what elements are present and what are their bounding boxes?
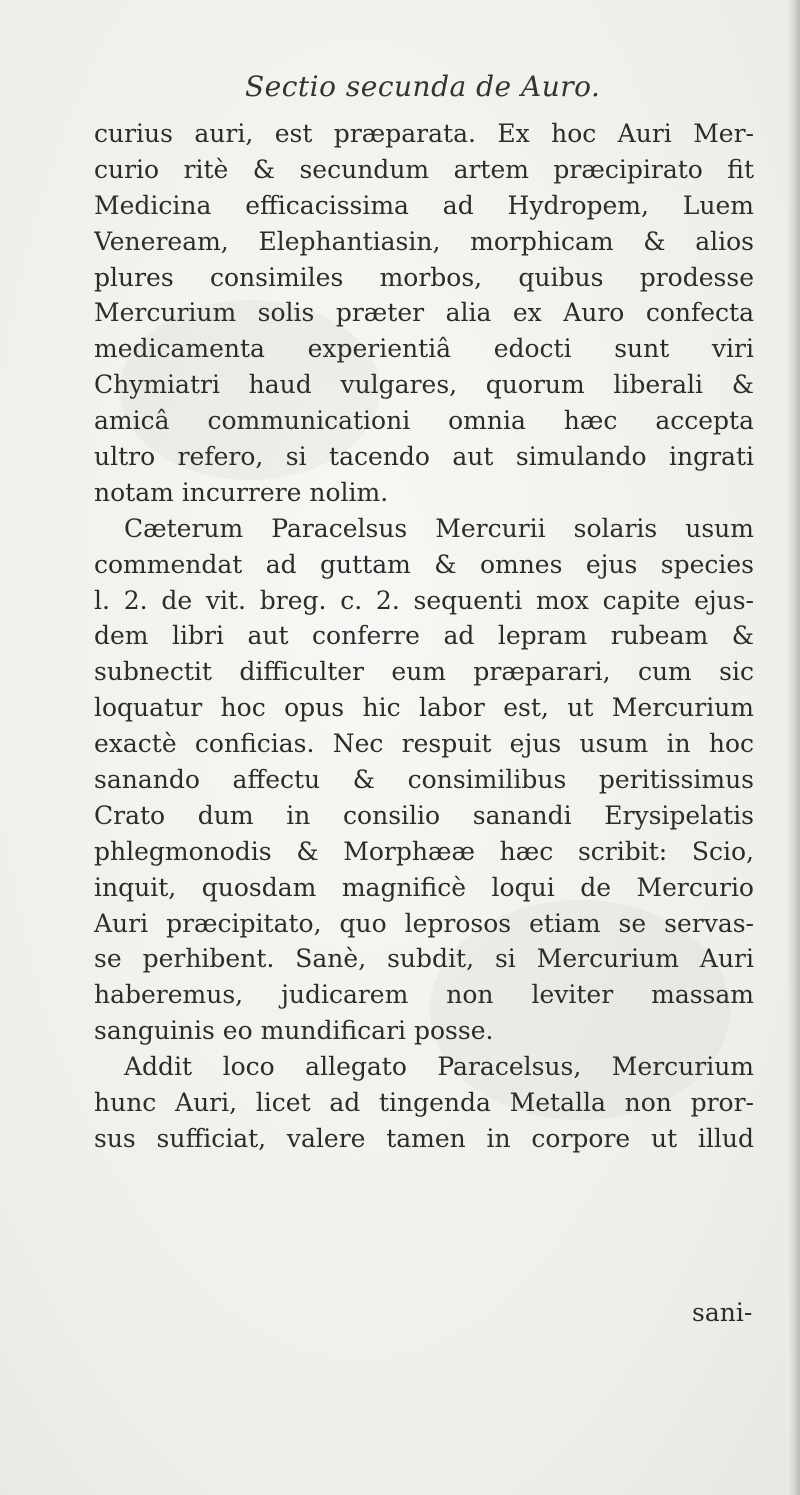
text-line: Chymiatri haud vulgares, quorum liberali &: [94, 370, 754, 400]
text-line: medicamenta experientiâ edocti sunt viri: [94, 334, 754, 364]
text-line: sanando affectu & consimilibus peritissimus: [94, 765, 754, 795]
text-line: curio ritè & secundum artem præcipirato fit: [94, 154, 754, 184]
text-line: dem libri aut conferre ad lepram rubeam &: [94, 621, 754, 651]
text-line: Addit loco allegato Paracelsus, Mercurium: [124, 1052, 754, 1082]
page-edge: [786, 0, 800, 1495]
text-line: haberemus, judicarem non leviter massam: [94, 980, 754, 1010]
text-line: ultro refero, si tacendo aut simulando ingrati: [94, 442, 754, 472]
text-line: sanguinis eo mundificari posse.: [94, 1016, 494, 1046]
text-line: Crato dum in consilio sanandi Erysipelatis: [94, 800, 754, 830]
text-line: notam incurrere nolim.: [94, 477, 389, 507]
text-line: phlegmonodis & Morphææ hæc scribit: Scio,: [94, 836, 754, 866]
body-text: [94, 116, 754, 1157]
text-line: sus sufficiat, valere tamen in corpore ut illud: [94, 1123, 754, 1153]
text-line: inquit, quosdam magnificè loqui de Mercurio: [94, 872, 754, 902]
text-line: subnectit difficulter eum præparari, cum sic: [94, 657, 754, 687]
running-head: Sectio secunda de Auro.: [245, 70, 601, 103]
text-line: Auri præcipitato, quo leprosos etiam se servas-: [94, 908, 754, 938]
catchword: sani-: [692, 1298, 753, 1327]
text-line: hunc Auri, licet ad tingenda Metalla non pror-: [94, 1088, 754, 1118]
text-line: exactè conficias. Nec respuit ejus usum in hoc: [94, 729, 754, 759]
text-line: Medicina efficacissima ad Hydropem, Luem: [94, 190, 754, 220]
text-line: amicâ communicationi omnia hæc accepta: [94, 406, 754, 436]
text-line: plures consimiles morbos, quibus prodesse: [94, 262, 754, 292]
text-line: Mercurium solis præter alia ex Auro confecta: [94, 298, 754, 328]
text-line: loquatur hoc opus hic labor est, ut Mercurium: [94, 693, 754, 723]
text-line: Cæterum Paracelsus Mercurii solaris usum: [124, 513, 754, 543]
text-line: curius auri, est præparata. Ex hoc Auri Mer-: [94, 119, 754, 148]
text-line: l. 2. de vit. breg. c. 2. sequenti mox capite ejus-: [94, 585, 754, 615]
text-line: se perhibent. Sanè, subdit, si Mercurium Auri: [94, 944, 754, 974]
text-line: Veneream, Elephantiasin, morphicam & alios: [94, 226, 754, 256]
text-line: commendat ad guttam & omnes ejus species: [94, 549, 754, 579]
